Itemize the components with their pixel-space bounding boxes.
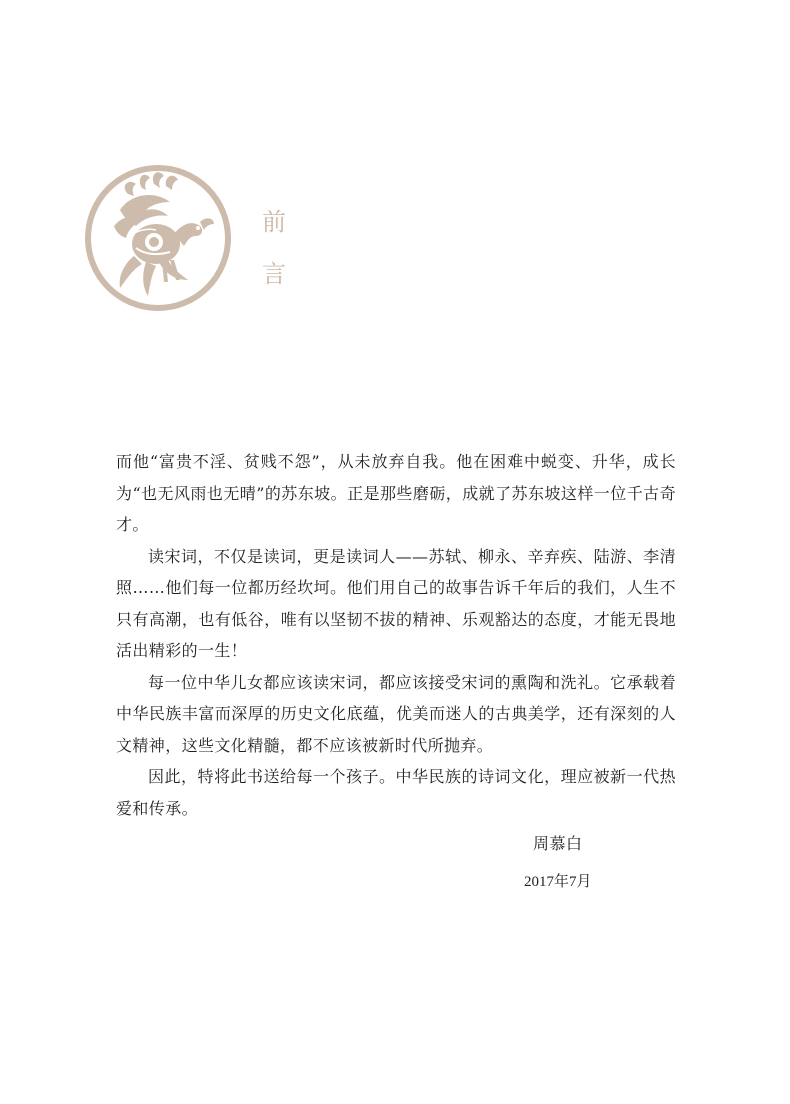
paragraph: 因此，特将此书送给每一个孩子。中华民族的诗词文化，理应被新一代热爱和传承。	[116, 767, 676, 818]
signature-date: 2017年7月	[524, 874, 592, 890]
phoenix-medallion-icon	[84, 164, 232, 312]
title-char-qian: 前	[262, 208, 286, 236]
paragraph: 每一位中华儿女都应该读宋词，都应该接受宋词的熏陶和洗礼。它承载着中华民族丰富而深厚的历史文化底蕴，优美而迷人的古典美学，还有深刻的人文精神，这些文化精髓，都不应该被新时代所抛弃。	[116, 672, 676, 755]
author-signature: 周慕白	[533, 834, 583, 853]
title-char-yan: 言	[262, 260, 286, 288]
paragraph: 读宋词，不仅是读词，更是读词人——苏轼、柳永、辛弃疾、陆游、李清照……他们每一位都历经坎坷。他们用自己的故事告诉千年后的我们，人生不只有高潮，也有低谷，唯有以坚韧不拔的精神、乐观豁达的态度，才能无畏地活出精彩的一生！	[116, 546, 676, 660]
preface-body	[116, 446, 676, 824]
paragraph: 而他“富贵不淫、贫贱不怨”，从未放弃自我。他在困难中蜕变、升华，成长为“也无风雨也无晴”的苏东坡。正是那些磨砺，成就了苏东坡这样一位千古奇才。	[116, 452, 676, 534]
